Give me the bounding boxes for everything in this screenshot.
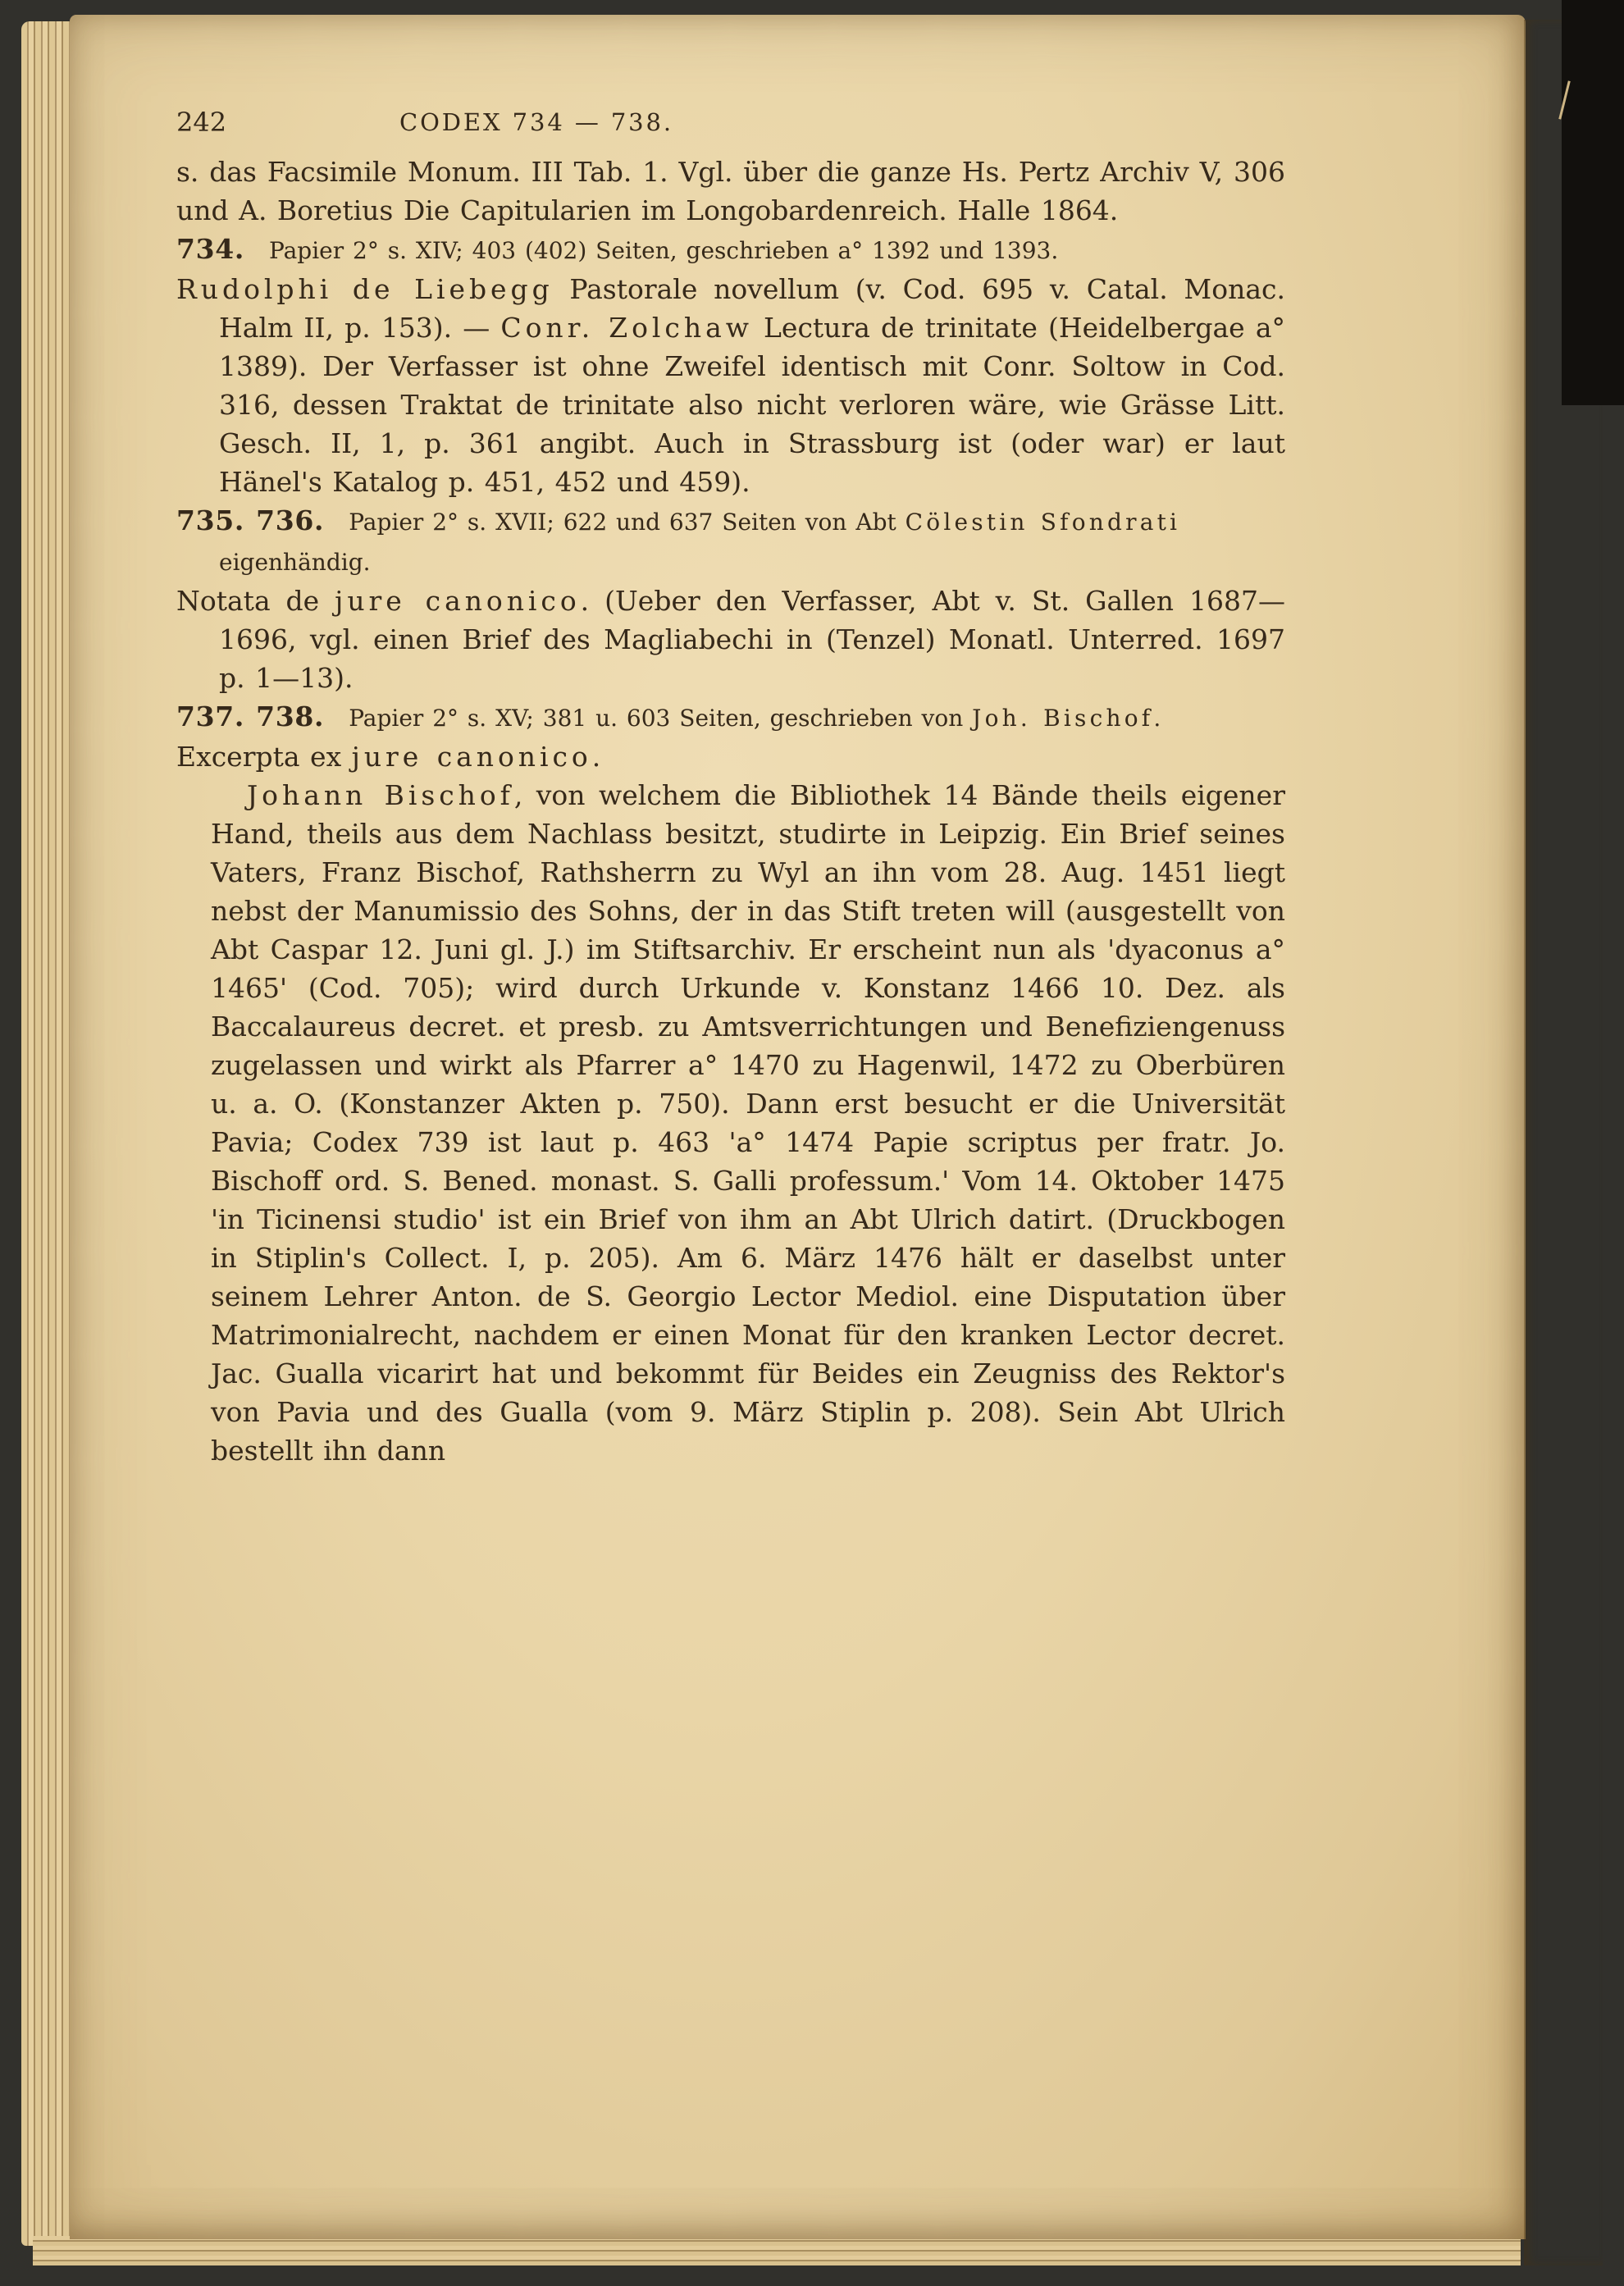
text-segment: eigenhändig.	[219, 549, 371, 576]
text-segment: Johann Bischof	[247, 779, 514, 811]
page-header	[176, 107, 1285, 143]
entry-735-736-body	[176, 582, 1285, 697]
text-blocks	[176, 153, 1285, 1470]
text-segment: 735. 736.	[176, 504, 325, 536]
text-segment: .	[1153, 705, 1161, 732]
entry-734-head	[176, 230, 1285, 270]
page-stack-bottom-edge	[33, 2236, 1521, 2265]
text-segment: . (Ueber den Verfasser, Abt v. St. Gallen 1687—1696, vgl. einen Brief des Magliabechi in (Tenzel) Monatl. Unterred. 1697 p. 1—13).	[219, 585, 1285, 694]
text-segment: Lectura de trinitate (Heidelbergae a° 1389). Der Verfasser ist ohne Zweifel identisch mit Conr. Soltow in Cod. 316, dessen Traktat de trinitate also nicht verloren wäre, wie Grässe Litt. Gesch. II, 1, p. 361 angibt. Auch in Strassburg ist (oder war) er laut Hänel's Katalog p. 451, 452 und 459).	[219, 312, 1285, 498]
text-segment: 734.	[176, 233, 245, 265]
page-stack-left-edge	[21, 21, 72, 2246]
text-segment: Papier 2° s. XVII; 622 und 637 Seiten von Abt	[349, 509, 906, 536]
text-segment: Notata de	[176, 585, 335, 617]
entry-735-736-head	[176, 501, 1285, 582]
text-segment: jure canonico	[351, 741, 592, 773]
text-segment: Joh. Bischof	[972, 705, 1154, 732]
entry-737-738-head	[176, 697, 1285, 737]
text-segment: , von welchem die Bibliothek 14 Bände theils eigener Hand, theils aus dem Nachlass besitzt, studirte in Leipzig. Ein Brief seines Vaters, Franz Bischof, Rathsherrn zu Wyl an ihn vom 28. Aug. 1451 liegt nebst der Manumissio des Sohns, der in das Stift treten will (ausgestellt von Abt Caspar 12. Juni gl. J.) im Stiftsarchiv. Er erscheint nun als 'dyaconus a° 1465' (Cod. 705); wird durch Urkunde v. Konstanz 1466 10. Dez. als Baccalaureus decret. et presb. zu Amtsverrichtungen und Benefiziengenuss zugelassen und wirkt als Pfarrer a° 1470 zu Hagenwil, 1472 zu Oberbüren u. a. O. (Konstanzer Akten p. 750). Dann erst besucht er die Universität Pavia; Codex 739 ist laut p. 463 'a° 1474 Papie scriptus per fratr. Jo. Bischoff ord. S. Bened. monast. S. Galli professum.' Vom 14. Oktober 1475 'in Ticinensi studio' ist ein Brief von ihm an Abt Ulrich datirt. (Druckbogen in Stiplin's Collect. I, p. 205). Am 6. März 1476 hält er daselbst unter seinem Lehrer Anton. de S. Georgio Lector Mediol. eine Disputation über Matrimonialrecht, nachdem er einen Monat für den kranken Lector decret. Jac. Gualla vicarirt hat und bekommt für Beides ein Zeugniss des Rektor's von Pavia und des Gualla (vom 9. März Stiplin p. 208). Sein Abt Ulrich bestellt ihn dann	[211, 779, 1285, 1467]
text-segment: 737. 738.	[176, 700, 325, 732]
text-segment: Papier 2° s. XIV; 403 (402) Seiten, geschrieben a° 1392 und 1393.	[269, 237, 1059, 264]
text-segment: s. das Facsimile Monum. III Tab. 1. Vgl. über die ganze Hs. Pertz Archiv V, 306 und A. Boretius Die Capitularien im Longobardenreich. Halle 1864.	[176, 156, 1285, 226]
text-segment: .	[591, 741, 601, 773]
running-header: CODEX 734 — 738.	[399, 108, 674, 136]
text-segment: Excerpta ex	[176, 741, 352, 773]
background-gap	[1562, 0, 1624, 405]
text-segment: Cölestin Sfondrati	[905, 509, 1181, 536]
text-segment: Rudolphi de Liebegg	[176, 273, 554, 305]
book-page	[70, 15, 1526, 2239]
text-segment: Pastorale novellum (v. Cod. 695 v. Catal. Monac. Halm II, p. 153). —	[219, 273, 1285, 344]
page-number: 242	[176, 107, 227, 138]
text-segment: Conr. Zolchaw	[500, 312, 753, 344]
text-segment: jure canonico	[335, 585, 581, 617]
continuation-paragraph	[176, 153, 1285, 230]
entry-737-738-title	[176, 737, 1285, 776]
biography-paragraph	[176, 776, 1285, 1470]
entry-734-body	[176, 270, 1285, 501]
text-segment: Papier 2° s. XV; 381 u. 603 Seiten, geschrieben von	[349, 705, 973, 732]
